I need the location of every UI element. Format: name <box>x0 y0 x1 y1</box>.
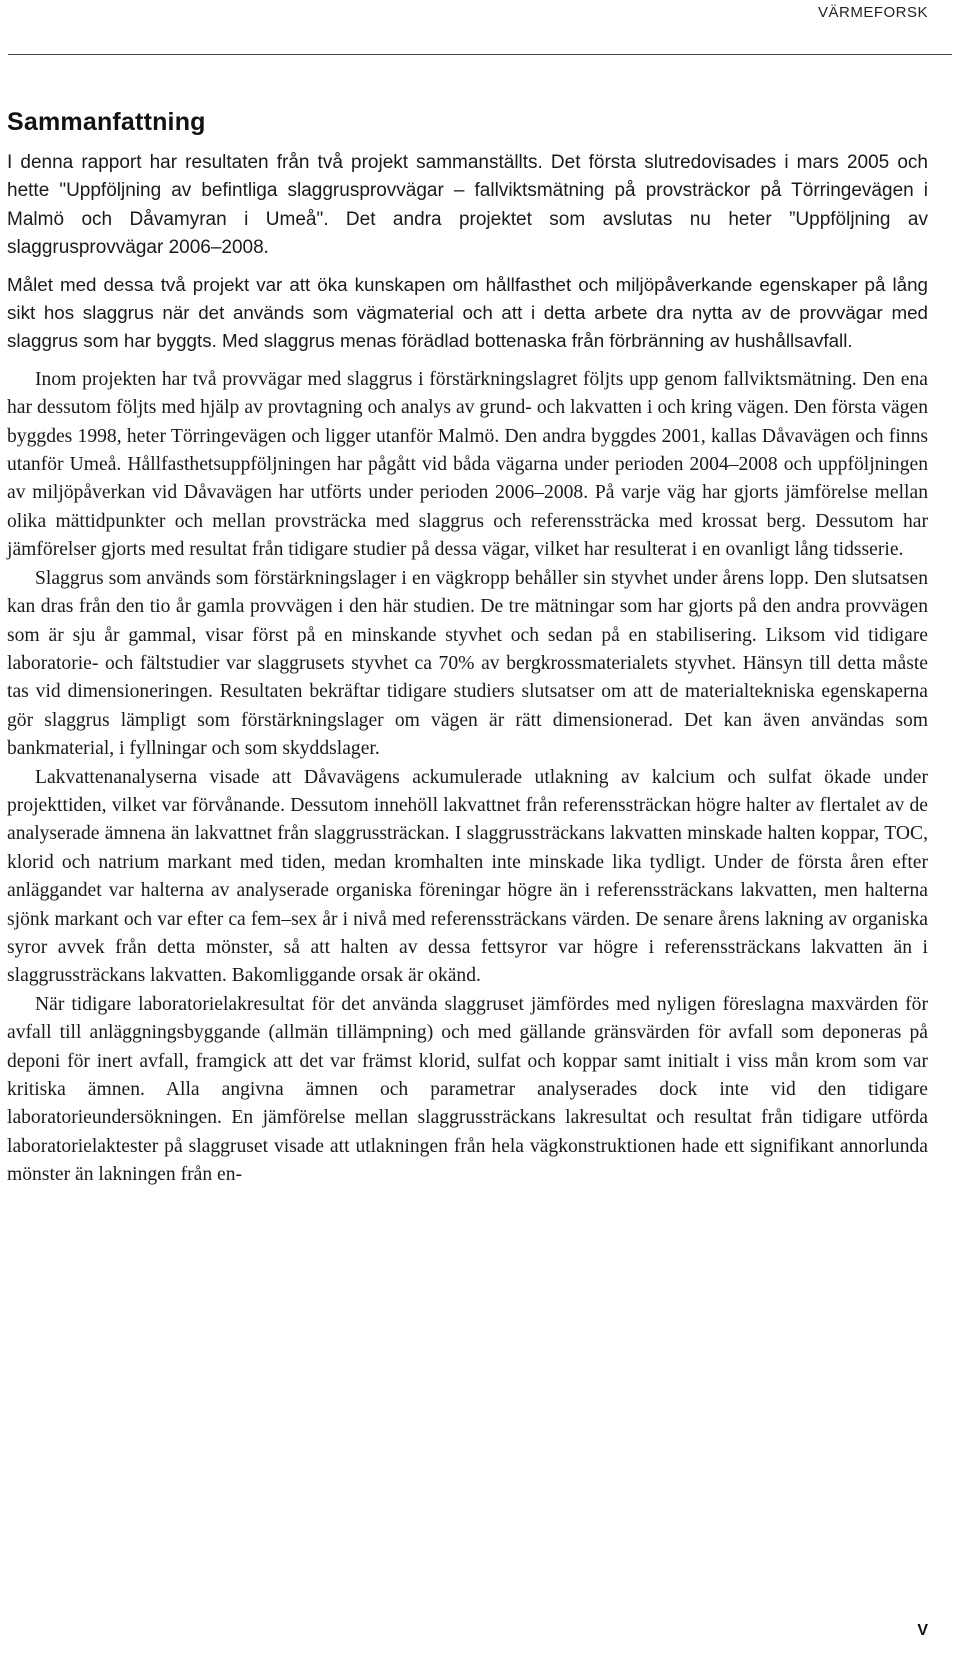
paragraph-comparison: När tidigare laboratorielakresultat för det använda slaggruset jämfördes med nyligen föreslagna maxvärden för avfall till anläggningsbyggande (allmän tillämpning) och med gällande gränsvärden för avfall som deponeras på deponi för inert avfall, framgick att det var främst klorid, sulfat och koppar samt initialt i viss mån krom som var kritiska ämnen. Alla angivna ämnen och parametrar analyserades dock inte vid den tidigare laboratorieundersökningen. En jämförelse mellan slaggrussträckans lakresultat och resultat från tidigare utförda laboratorielaktester på slaggruset visade att utlakningen från hela vägkonstruktionen hade ett signifikant annorlunda mönster än lakningen från en- <box>7 993 928 1186</box>
paragraph-intro-text: I denna rapport har resultaten från två projekt sammanställts. Det första slutredovisades i mars 2005 och hette "Uppföljning av befintliga slaggrusprovvägar – fallviktsmätning på provsträckor på Törringevägen i Malmö och Dåvamyran i Umeå". Det andra projektet som avslutas nu heter ”Uppföljning av slaggrusprovvägar 2006–2008 <box>7 152 928 259</box>
header-organization: VÄRMEFORSK <box>817 4 928 21</box>
paragraph-intro-end: . <box>263 237 269 259</box>
paragraph-projects: Inom projekten har två provvägar med slaggrus i förstärkningslagret följts upp genom fallviktsmätning. Den ena har dessutom följts med hjälp av provtagning och analys av grund- och lakvatten i och kring vägen. Den första vägen byggdes 1998, heter Törringevägen och ligger utanför Malmö. Den andra byggdes 2001, kallas Dåvavägen och finns utanför Umeå. Hållfasthetsuppföljningen har pågått vid båda vägarna under perioden 2004–2008 och uppföljningen av miljöpåverkan vid Dåvavägen har utförts under perioden 2006–2008. På varje väg har gjorts jämförelse mellan olika mättidpunkter och mellan provsträcka med slaggrus och referenssträcka med krossat berg. Dessutom har jämförelser gjorts med resultat från tidigare studier på dessa vägar, vilket har resulterat i en ovanligt lång tidsserie. <box>7 368 928 561</box>
paragraph-intro <box>7 149 928 263</box>
paragraph-stiffness: Slaggrus som används som förstärkningslager i en vägkropp behåller sin styvhet under årens lopp. Den slutsatsen kan dras från den tio år gamla provvägen i den här studien. De tre mätningar som har gjorts på den andra provvägen som är sju år gammal, visar först på en minskande styvhet och sedan på en stabilisering. Liksom vid tidigare laboratorie- och fältstudier var slaggrusets styvhet ca 70% av bergkrossmaterialets styvhet. Hänsyn till detta måste tas vid dimensioneringen. Resultaten bekräftar tidigare studiers slutsatser om att de materialtekniska egenskaperna gör slaggrus lämpligt som förstärkningslager om vägen är rätt dimensionerad. Det kan även användas som bankmaterial, i fyllningar och som skyddslager. <box>7 567 928 760</box>
paragraph-goal: Målet med dessa två projekt var att öka kunskapen om hållfasthet och miljöpåverkande egenskaper på lång sikt hos slaggrus när det används som vägmaterial och att i detta arbete dra nytta av de provvägar med slaggrus som har byggts. Med slaggrus menas förädlad bottenaska från förbränning av hushållsavfall. <box>7 273 928 352</box>
body-text <box>7 149 928 1190</box>
paragraph-leachate: Lakvattenanalyserna visade att Dåvavägens ackumulerade utlakning av kalcium och sulfat ökade under projekttiden, vilket var förvånande. Dessutom innehöll lakvattnet från referenssträckan högre halter av flertalet av de analyserade ämnena än lakvattnet från slaggrussträckan. I slaggrussträckans lakvatten minskade halten koppar, TOC, klorid och natrium markant med tiden, medan kromhalten inte minskade lika tydligt. Under de första åren efter anläggandet var halterna av analyserade organiska föreningar högre än i referenssträckans lakvatten, men halterna sjönk markant och var efter ca fem–sex år i nivå med referenssträckans värden. De senare årens lakning av organiska syror avvek från detta mönster, så att halten av dessa fettsyror var högre i referenssträckans lakvatten än i slaggrussträckans lakvatten. Bakomliggande orsak är okänd. <box>7 766 928 987</box>
page-title: Sammanfattning <box>7 108 206 136</box>
header-divider <box>8 54 952 55</box>
page-number: V <box>917 1622 928 1639</box>
